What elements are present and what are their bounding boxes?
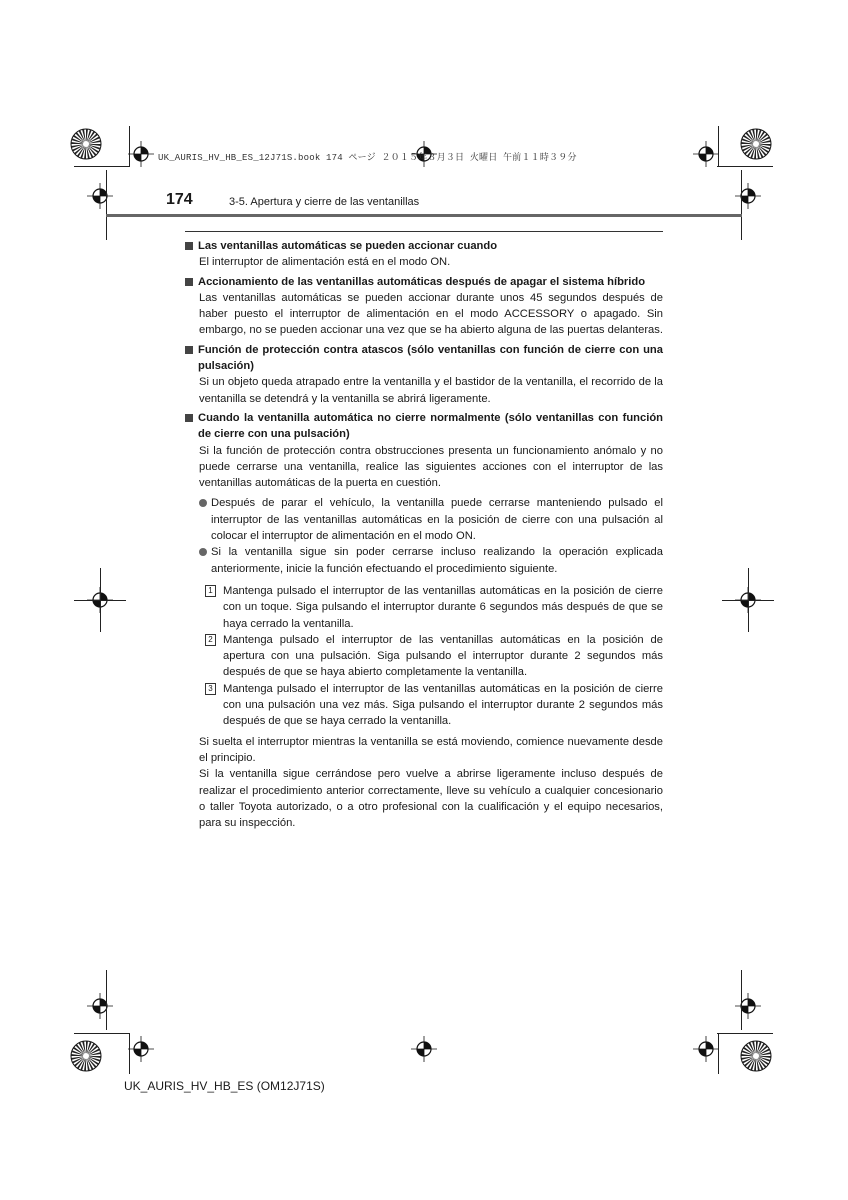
section-heading (185, 410, 663, 443)
section-heading (185, 342, 663, 375)
crop-line (74, 1033, 130, 1034)
registration-target-icon (411, 1036, 437, 1062)
section-text: Las ventanillas automáticas se pueden accionar durante unos 45 segundos después de haber puesto el interruptor de alimentación en el modo ACCESSORY o apagado. Sin embargo, no se pueden accionar una vez que se ha abierto alguna de las puertas delanteras. (199, 291, 663, 337)
crop-line (718, 126, 719, 166)
crop-line (106, 970, 107, 1030)
followup-text: Si suelta el interruptor mientras la ventanilla se está moviendo, comience nuevamente desde el principio. (199, 735, 663, 764)
square-bullet-icon (185, 242, 193, 250)
section-heading (185, 274, 663, 290)
circle-bullet-icon (199, 548, 207, 556)
section-after-shutdown (185, 274, 663, 339)
crop-line (717, 1033, 773, 1034)
circle-bullet-icon (199, 499, 207, 507)
crop-line (718, 1034, 719, 1074)
step-number: 3 (205, 683, 216, 695)
crop-line (741, 170, 742, 240)
crop-line (106, 170, 107, 240)
registration-target-icon (87, 183, 113, 209)
section-text: Si la función de protección contra obstrucciones presenta un funcionamiento anómalo y no puede cerrarse una ventanilla, realice las siguientes acciones con el interruptor de las ventanillas automáticas de la puerta en cuestión. (199, 444, 663, 490)
section-title: 3-5. Apertura y cierre de las ventanillas (229, 196, 420, 208)
section-text: El interruptor de alimentación está en el modo ON. (199, 256, 451, 269)
registration-target-icon (128, 141, 154, 167)
section-window-not-closing (185, 410, 663, 831)
registration-target-icon (735, 993, 761, 1019)
step-item (185, 681, 663, 730)
square-bullet-icon (185, 414, 193, 422)
crop-line (74, 166, 130, 167)
bullet-text: Después de parar el vehículo, la ventanilla puede cerrarse manteniendo pulsado el interruptor de las ventanillas automáticas en la posición de cierre con una pulsación al colocar el interruptor de alimentación en el modo ON. (211, 497, 663, 543)
step-text: Mantenga pulsado el interruptor de las ventanillas automáticas en la posición de cierre con una pulsación una vez más. Siga pulsando el interruptor durante 2 segundos más después de que se haya cerrado la ventanilla. (223, 682, 663, 728)
square-bullet-icon (185, 346, 193, 354)
heading-text: Cuando la ventanilla automática no cierre normalmente (sólo ventanillas con función de cierre con una pulsación) (198, 411, 663, 441)
crop-line (741, 970, 742, 1030)
registration-target-icon (693, 1036, 719, 1062)
color-wheel-icon (70, 1040, 102, 1072)
section-text: Si un objeto queda atrapado entre la ventanilla y el bastidor de la ventanilla, el recorrido de la ventanilla se detendrá y la ventanilla se abrirá ligeramente. (199, 376, 663, 405)
registration-target-icon (128, 1036, 154, 1062)
header-rule (106, 214, 742, 217)
crop-line (722, 600, 774, 601)
color-wheel-icon (740, 128, 772, 160)
page-number: 174 (166, 191, 193, 208)
square-bullet-icon (185, 278, 193, 286)
section-jam-protection (185, 342, 663, 407)
bullet-text: Si la ventanilla sigue sin poder cerrarse incluso realizando la operación explicada anteriormente, inicie la función efectuando el procedimiento siguiente. (211, 546, 663, 575)
crop-line (717, 166, 773, 167)
page-footer: UK_AURIS_HV_HB_ES (OM12J71S) (124, 1079, 325, 1093)
content-rule (185, 231, 663, 232)
registration-target-icon (693, 141, 719, 167)
followup-text: Si la ventanilla sigue cerrándose pero vuelve a abrirse ligeramente incluso después de realizar el procedimiento anterior correctamente, lleve su vehículo a cualquier concesionario o taller Toyota autorizado, o a otro profesional con la cualificación y el equipo necesarios, para su inspección. (199, 768, 663, 830)
step-text: Mantenga pulsado el interruptor de las ventanillas automáticas en la posición de apertura con una pulsación. Siga pulsando el interruptor durante 2 segundos más después de que se haya abierto completamente la ventanilla. (223, 633, 663, 679)
bullet-item (185, 495, 663, 544)
color-wheel-icon (740, 1040, 772, 1072)
bullet-item (185, 544, 663, 577)
registration-target-icon (87, 993, 113, 1019)
step-number: 2 (205, 634, 216, 646)
crop-line (74, 600, 126, 601)
step-text: Mantenga pulsado el interruptor de las ventanillas automáticas en la posición de cierre con un toque. Siga pulsando el interruptor durante 6 segundos más después de que se haya cerrado la ventanilla. (223, 584, 663, 630)
step-item (185, 583, 663, 632)
print-header: UK_AURIS_HV_HB_ES_12J71S.book 174 ページ ２０１５年３月３日 火曜日 午前１１時３９分 (158, 153, 577, 163)
section-heading (185, 238, 663, 254)
crop-line (129, 126, 130, 166)
main-content (185, 238, 663, 834)
color-wheel-icon (70, 128, 102, 160)
section-power-window-conditions (185, 238, 663, 271)
heading-text: Las ventanillas automáticas se pueden accionar cuando (198, 240, 498, 252)
registration-target-icon (735, 183, 761, 209)
heading-text: Accionamiento de las ventanillas automáticas después de apagar el sistema híbrido (198, 275, 646, 288)
crop-line (129, 1034, 130, 1074)
heading-text: Función de protección contra atascos (sólo ventanillas con función de cierre con una pulsación) (198, 343, 663, 373)
step-item (185, 632, 663, 681)
step-number: 1 (205, 585, 216, 597)
